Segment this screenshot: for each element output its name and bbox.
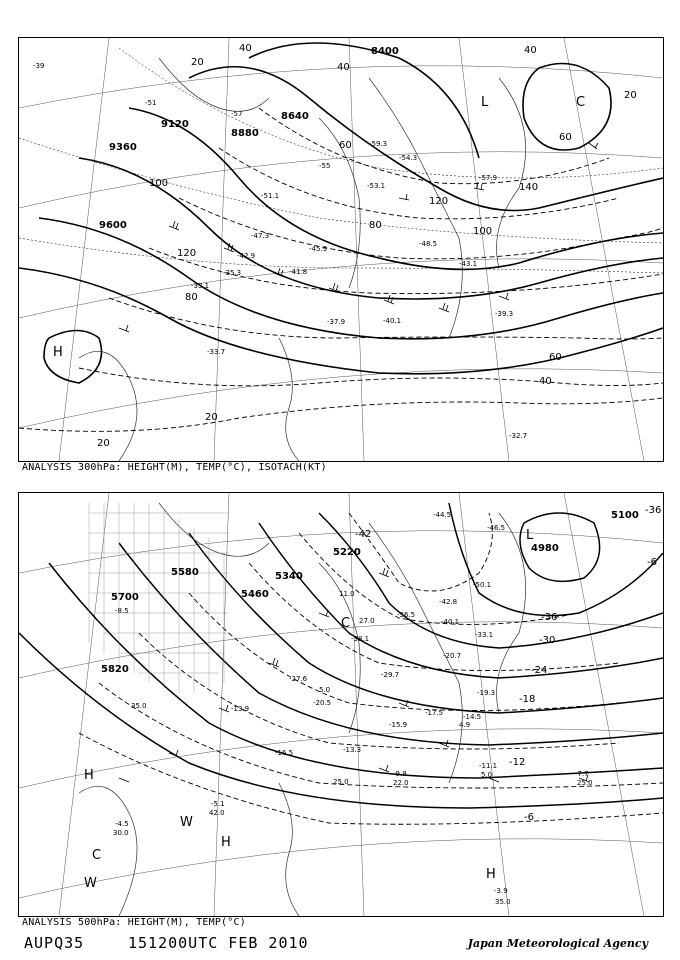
height-label: 5820 bbox=[101, 664, 129, 675]
isotach-label: 20 bbox=[205, 412, 218, 423]
temp-label: -44.5 bbox=[433, 511, 452, 519]
temp-label: -39.3 bbox=[495, 310, 514, 318]
dewpoint-label: 30.0 bbox=[113, 829, 129, 837]
dewpoint-label: 5.0 bbox=[481, 771, 493, 779]
isotherm-label: -42 bbox=[355, 529, 372, 540]
temp-label: -13.3 bbox=[343, 746, 362, 754]
valid-time: 151200UTC FEB 2010 bbox=[128, 934, 309, 952]
height-label: 9360 bbox=[109, 142, 137, 153]
chart-500hpa-svg bbox=[19, 493, 663, 916]
temp-label: -33.7 bbox=[207, 348, 226, 356]
dewpoint-label: 22.0 bbox=[393, 779, 409, 787]
dewpoint-label: 25.0 bbox=[577, 779, 593, 787]
high-pressure-marker: H bbox=[486, 867, 496, 882]
temp-label: -47.3 bbox=[251, 232, 270, 240]
height-label: 9120 bbox=[161, 119, 189, 130]
isotach-label: 40 bbox=[524, 45, 537, 56]
temp-label: -20.7 bbox=[443, 652, 462, 660]
isotach-label: 60 bbox=[339, 140, 352, 151]
isotherm-label: -24 bbox=[531, 665, 548, 676]
temp-label: -40.1 bbox=[383, 317, 402, 325]
temp-label: -33.1 bbox=[475, 631, 494, 639]
isotach-labels bbox=[97, 43, 637, 449]
isotach-label: 40 bbox=[239, 43, 252, 54]
temp-label: -27.6 bbox=[289, 675, 308, 683]
product-code: AUPQ35 bbox=[24, 934, 85, 952]
chart-500hpa bbox=[18, 492, 664, 917]
dewpoint-label: 42.0 bbox=[209, 809, 225, 817]
temp-label: -51.1 bbox=[261, 192, 280, 200]
temp-label: -59.3 bbox=[369, 140, 388, 148]
isotherm-label: -12 bbox=[509, 757, 526, 768]
temp-label: -51 bbox=[145, 99, 157, 107]
temp-label: -40.1 bbox=[441, 618, 460, 626]
height-label: 4980 bbox=[531, 543, 559, 554]
pressure-systems bbox=[84, 528, 534, 891]
temp-label: -5.1 bbox=[211, 800, 225, 808]
height-label: 8640 bbox=[281, 111, 309, 122]
dewpoint-label: 35.0 bbox=[495, 898, 511, 906]
isotach-label: 80 bbox=[185, 292, 198, 303]
isotach-label: 80 bbox=[369, 220, 382, 231]
temp-label: -19.3 bbox=[477, 689, 496, 697]
height-label: 5460 bbox=[241, 589, 269, 600]
low-pressure-marker: L bbox=[481, 95, 489, 110]
temp-label: -55 bbox=[319, 162, 331, 170]
pressure-systems bbox=[53, 95, 585, 360]
isotherm-label: -30 bbox=[539, 635, 556, 646]
temp-label: -32.7 bbox=[509, 432, 528, 440]
isotherm-label: -36 bbox=[541, 612, 558, 623]
temp-label: -33.1 bbox=[191, 282, 210, 290]
temp-label: -13.9 bbox=[231, 705, 250, 713]
isotach-label: 20 bbox=[624, 90, 637, 101]
isotach-label: 40 bbox=[539, 376, 552, 387]
isotach-label: 20 bbox=[191, 57, 204, 68]
temp-label: -38.1 bbox=[351, 635, 370, 643]
chart-300hpa-svg bbox=[19, 38, 663, 461]
isotherm-label: -6 bbox=[524, 812, 534, 823]
high-pressure-marker: H bbox=[221, 835, 231, 850]
isotach-label: 20 bbox=[97, 438, 110, 449]
isotherm-label: -36 bbox=[645, 505, 662, 516]
isotach-label: 100 bbox=[149, 178, 169, 189]
low-pressure-marker: L bbox=[526, 528, 534, 543]
height-label: 5220 bbox=[333, 547, 361, 558]
temp-label: -46.5 bbox=[487, 524, 506, 532]
temp-label: -7.7 bbox=[575, 770, 589, 778]
warm-center-marker: W bbox=[84, 876, 97, 891]
high-pressure-marker: H bbox=[53, 345, 63, 360]
temp-label: -37.9 bbox=[327, 318, 346, 326]
height-labels bbox=[99, 46, 399, 231]
temp-label: -8.5 bbox=[115, 607, 129, 615]
height-label: 5100 bbox=[611, 510, 639, 521]
temp-label: -11.1 bbox=[479, 762, 498, 770]
temp-label: -57.9 bbox=[479, 174, 498, 182]
cold-center-marker: C bbox=[92, 848, 102, 863]
isotachs bbox=[19, 108, 663, 431]
temp-label: -4.5 bbox=[115, 820, 129, 828]
cold-center-marker: C bbox=[576, 95, 586, 110]
isotach-label: 60 bbox=[549, 352, 562, 363]
dewpoint-label: 27.0 bbox=[359, 617, 375, 625]
temp-label: -3.9 bbox=[494, 887, 508, 895]
isotherm-label: -6 bbox=[647, 557, 657, 568]
temp-label: -54.3 bbox=[399, 154, 418, 162]
height-label: 9600 bbox=[99, 220, 127, 231]
temp-label: -53.1 bbox=[367, 182, 386, 190]
isotherm-label: -18 bbox=[519, 694, 536, 705]
temp-label: -35.3 bbox=[223, 269, 242, 277]
isotach-label: 120 bbox=[429, 196, 449, 207]
temperature-lines bbox=[19, 48, 663, 273]
dewpoint-label: 35.0 bbox=[131, 702, 147, 710]
temp-label: -50.1 bbox=[473, 581, 492, 589]
isotach-label: 40 bbox=[337, 62, 350, 73]
temp-label: -41.8 bbox=[289, 268, 308, 276]
temp-label: -36.5 bbox=[397, 611, 416, 619]
temp-label: -43.1 bbox=[459, 260, 478, 268]
temp-label: -42.8 bbox=[439, 598, 458, 606]
temp-label: -14.5 bbox=[463, 713, 482, 721]
temp-label: -16.5 bbox=[275, 749, 294, 757]
warm-center-marker: W bbox=[180, 815, 193, 830]
height-label: 5340 bbox=[275, 571, 303, 582]
caption-300hpa: ANALYSIS 300hPa: HEIGHT(M), TEMP(°C), ISOTACH(KT) bbox=[22, 462, 327, 473]
isotach-label: 140 bbox=[519, 182, 539, 193]
dewpoint-label: 5.0 bbox=[319, 686, 331, 694]
dewpoint-label: 4.9 bbox=[459, 721, 471, 729]
height-label: 5700 bbox=[111, 592, 139, 603]
height-label: 8400 bbox=[371, 46, 399, 57]
dewpoint-label: 11.0 bbox=[339, 590, 355, 598]
temp-label: -39 bbox=[33, 62, 45, 70]
agency-name: Japan Meteorological Agency bbox=[467, 937, 648, 950]
temp-label: -29.7 bbox=[381, 671, 400, 679]
temp-label: -57 bbox=[231, 110, 243, 118]
height-label: 8880 bbox=[231, 128, 259, 139]
isotach-label: 100 bbox=[473, 226, 493, 237]
isotach-label: 120 bbox=[177, 248, 197, 259]
caption-500hpa: ANALYSIS 500hPa: HEIGHT(M), TEMP(°C) bbox=[22, 917, 246, 928]
height-contours bbox=[19, 43, 663, 383]
chart-300hpa bbox=[18, 37, 664, 462]
temp-label: -20.5 bbox=[313, 699, 332, 707]
temp-label: -45.9 bbox=[309, 245, 328, 253]
temp-label: -17.5 bbox=[425, 709, 444, 717]
dewpoint-label: 25.0 bbox=[333, 778, 349, 786]
temp-label: -42.9 bbox=[237, 252, 256, 260]
isotach-label: 60 bbox=[559, 132, 572, 143]
temp-label: -15.9 bbox=[389, 721, 408, 729]
cold-center-marker: C bbox=[341, 616, 351, 631]
temp-label: -9.9 bbox=[393, 770, 407, 778]
height-label: 5580 bbox=[171, 567, 199, 578]
temp-label: -48.5 bbox=[419, 240, 438, 248]
high-pressure-marker: H bbox=[84, 768, 94, 783]
